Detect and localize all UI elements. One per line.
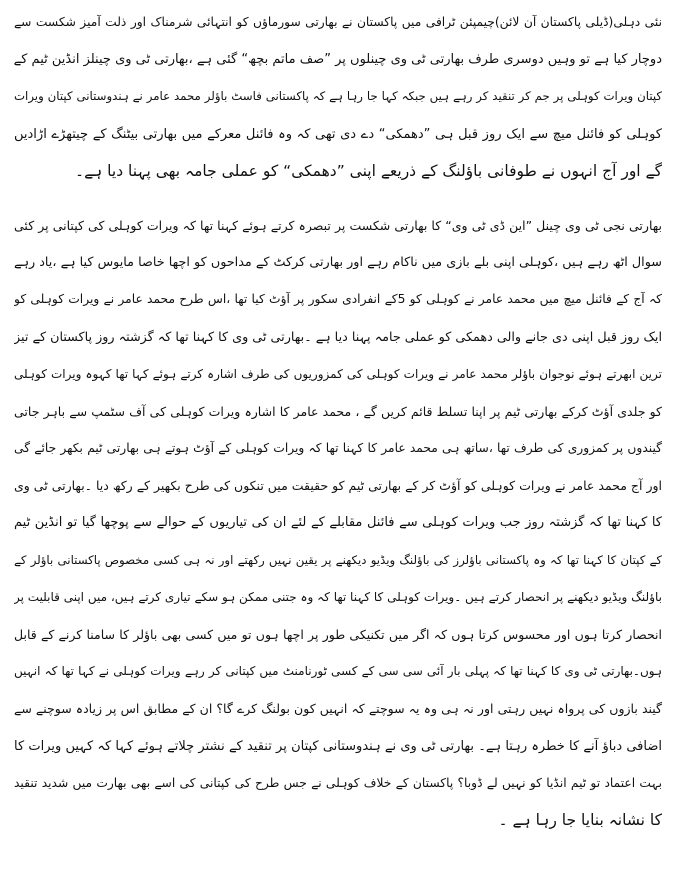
text-line: نئی دہلی(ڈیلی پاکستان آن لائن)چیمپئن ٹرافی میں پاکستان نے بھارتی سورماﺅں کو انتہائی شرمناک اور ذلت آمیز شکست سے (14, 15, 662, 29)
text-line: ترین ابھرتے ہوئے نوجوان باﺅلر محمد عامر نے ویرات کوہلی کی کمزوریوں کی طرف اشارہ کرتے ہوئے کہا تھا کہوہ ویرات کوہلی (14, 366, 662, 381)
text-line: کا کہنا تھا کہ گزشتہ روز جب ویرات کوہلی سے فائنل مقابلے کے لئے ان کی تیاریوں کے حوالے سے پوچھا گیا تو انڈین ٹیم (14, 515, 662, 531)
text-line: انحصار کرتا ہوں اور محسوس کرتا ہوں کہ اگر میں تکنیکی طور پر اچھا ہوں تو میں کسی بھی باﺅلر کا سامنا کرنے کے قابل (14, 627, 662, 642)
text-line: گیند بازوں کی پرواہ نہیں رہتی اور نہ ہی وہ یہ سوچتے کہ انہیں کون بولنگ کرے گا؟ ان کے مطابق اس پر زیادہ سوچنے سے (14, 701, 662, 717)
text-line: کوہلی کو فائنل میچ سے ایک روز قبل ہی ”دھمکی“ دے دی تھی کہ وہ فائنل معرکے میں بھارتی بیٹنگ کے چیتھڑے اڑادیں (14, 126, 662, 142)
text-line: دوچار کیا ہے تو وہیں دوسری طرف بھارتی ٹی وی چینلوں پر ”صف ماتم بچھ“ گئی ہے ،بھارتی ٹی وی چینلز انڈین ٹیم کے (14, 52, 662, 68)
text-line: بھارتی نجی ٹی وی چینل ”این ڈی ٹی وی“ کا بھارتی شکست پر تبصرہ کرتے ہوئے کہنا تھا کہ ویرات کوہلی کی کپتانی پر کئی (14, 217, 662, 233)
text-line: گے اور آج انہوں نے طوفانی باﺅلنگ کے ذریعے اپنی ”دھمکی“ کو عملی جامہ بھی پہنا دیا ہے۔ (74, 161, 662, 180)
text-line: کہ آج کے فائنل میچ میں محمد عامر نے کوہلی کو 5کے انفرادی سکور پر آﺅٹ کیا تھا ،اس طرح محمد عامر نے ویرات کوہلی کو (14, 292, 662, 307)
text-line: باﺅلنگ ویڈیو دیکھنے پر انحصار کرتے ہیں ۔ویرات کوہلی کا کہنا تھا کہ وہ جتنی ممکن ہو سکے تیاری کرتے ہیں، میں اپنی قابلیت پر (14, 589, 662, 604)
text-line: اضافی دباﺅ آنے کا خطرہ رہتا ہے۔ بھارتی ٹی وی نے ہندوستانی کپتان پر تنقید کے نشتر چلاتے ہوئے کہا کہ کہیں ویرات کا (14, 738, 662, 754)
text-line: ایک روز قبل اپنی دی جانے والی دھمکی کو عملی جامہ پہنا دیا ہے ۔بھارتی ٹی وی کا کہنا تھا کہ گزشتہ روز پاکستان کے تیز (14, 329, 662, 345)
text-line: کا نشانہ بنایا جا رہا ہے ۔ (498, 810, 662, 829)
paragraph-1 (14, 4, 662, 190)
text-line: کے کپتان کا کہنا تھا کہ وہ پاکستانی باﺅلرز کی باﺅلنگ ویڈیو دیکھنے پر یقین نہیں رکھتے اور نہ ہی کسی مخصوص پاکستانی باﺅلر کے (14, 552, 662, 567)
paragraph-2 (14, 207, 662, 839)
text-line: سوال اٹھ رہے ہیں ،کوہلی اپنی بلے بازی میں ناکام رہے اور بھارتی کرکٹ کے مداحوں کو اچھا خاصا مایوس کیا ہے ،یاد رہے (14, 255, 662, 271)
text-line: کو جلدی آﺅٹ کرکے بھارتی ٹیم پر اپنا تسلط قائم کریں گے ، محمد عامر کا اشارہ ویرات کوہلی کی آف سٹمپ سے باہر جاتی (14, 403, 662, 419)
text-line: اور آج محمد عامر نے ویرات کوہلی کو آﺅٹ کر کے بھارتی ٹیم کو حقیقت میں تنکوں کی طرح بکھیر کے رکھ دیا ۔بھارتی ٹی وی (14, 478, 662, 494)
text-line: ہوں۔بھارتی ٹی وی کا کہنا تھا کہ پہلی بار آئی سی سی کے کسی ٹورنامنٹ میں کپتانی کر رہے ویرات کوہلی نے کہا تھا کہ انہیں (14, 664, 662, 679)
text-line: گیندوں پر کمزوری کی طرف تھا ،ساتھ ہی محمد عامر کا کہنا تھا کہ ویرات کوہلی کے آﺅٹ ہوتے ہی بھارتی ٹیم بکھر جائے گی (14, 441, 662, 456)
text-line: کپتان ویرات کوہلی پر جم کر تنقید کر رہے ہیں جبکہ کہا جا رہا ہے کہ پاکستانی فاسٹ باﺅلر محمد عامر نے ہندوستانی کپتان ویرات (14, 89, 662, 104)
article-body (14, 4, 662, 839)
text-line: بہت اعتماد تو ٹیم انڈیا کو نہیں لے ڈوبا؟ پاکستان کے خلاف کوہلی نے جس طرح کی کپتانی کی اسے بھی بھارت میں شدید تنقید (14, 775, 662, 790)
